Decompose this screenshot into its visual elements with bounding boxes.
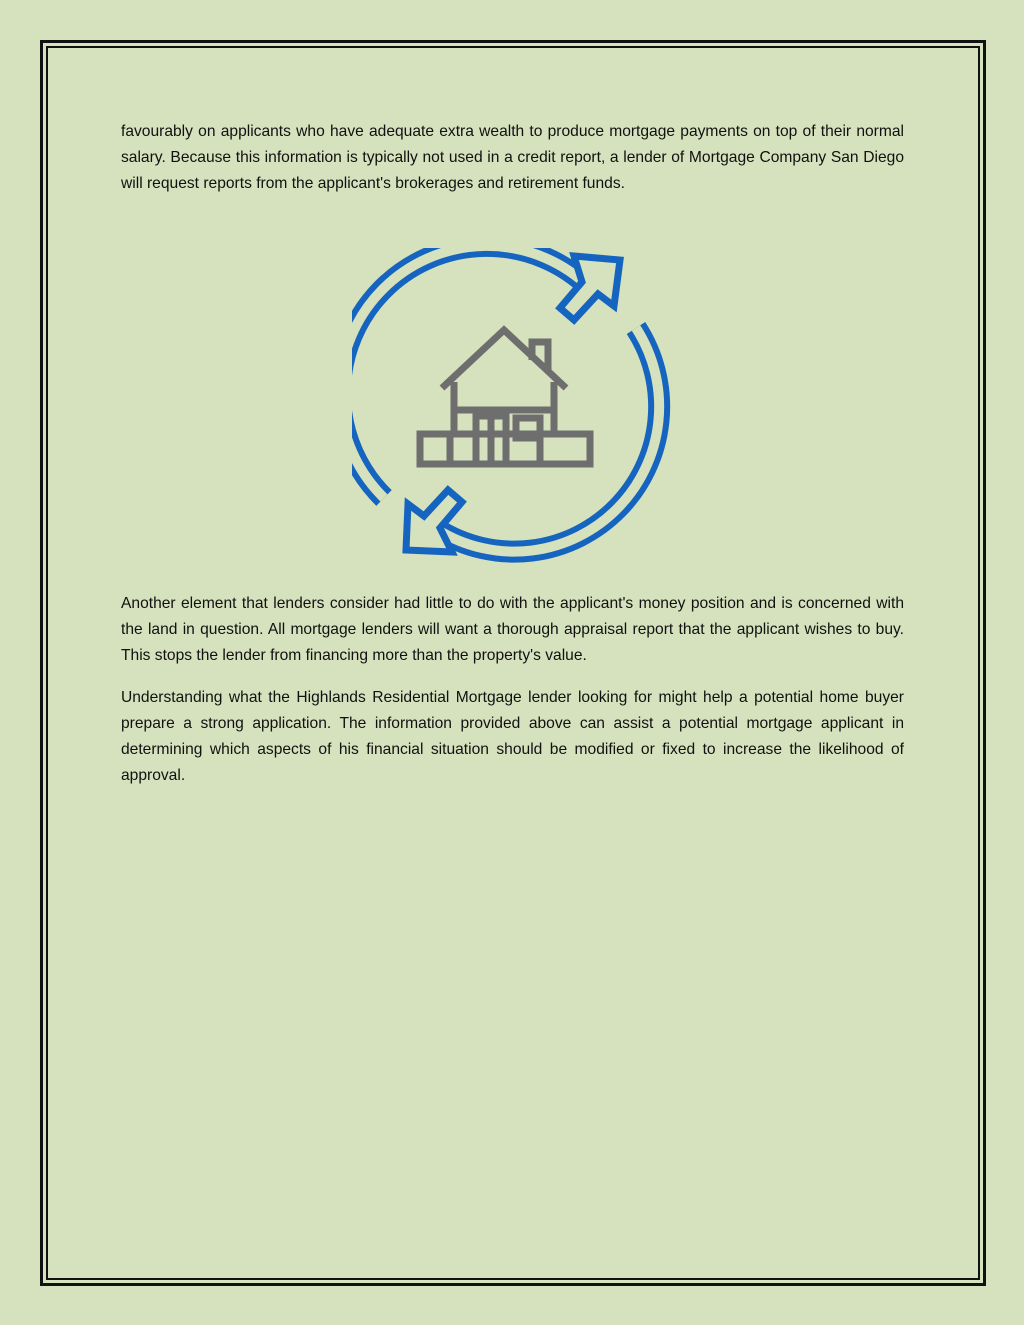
mortgage-company-link[interactable]: Mortgage Company San Diego <box>688 149 904 166</box>
paragraph-1 <box>121 119 904 197</box>
paragraph-3: Understanding what the Highlands Residential Mortgage lender looking for might help a potential home buyer prepare a strong application. The information provided above can assist a potential mortgage applicant in determining which aspects of his financial situation should be modified or fixed to increase the likelihood of approval. <box>121 689 904 784</box>
house-refinance-cycle-icon <box>352 248 672 564</box>
house-icon <box>420 330 590 464</box>
circular-arrows-icon <box>352 248 659 552</box>
paragraph-1-text-before: favourably on applicants who have adequate extra wealth to produce mortgage payments on top of their normal salary. Because this information is typically not used in a credit report, a lender of <box>121 123 904 166</box>
paragraph-2: Another element that lenders consider had little to do with the applicant's money position and is concerned with the land in question. All mortgage lenders will want a thorough appraisal report that the applicant wishes to buy. This stops the lender from financing more than the property's value. <box>121 595 904 664</box>
paragraph-1-text-after: will request reports from the applicant's brokerages and retirement funds. <box>121 175 625 192</box>
